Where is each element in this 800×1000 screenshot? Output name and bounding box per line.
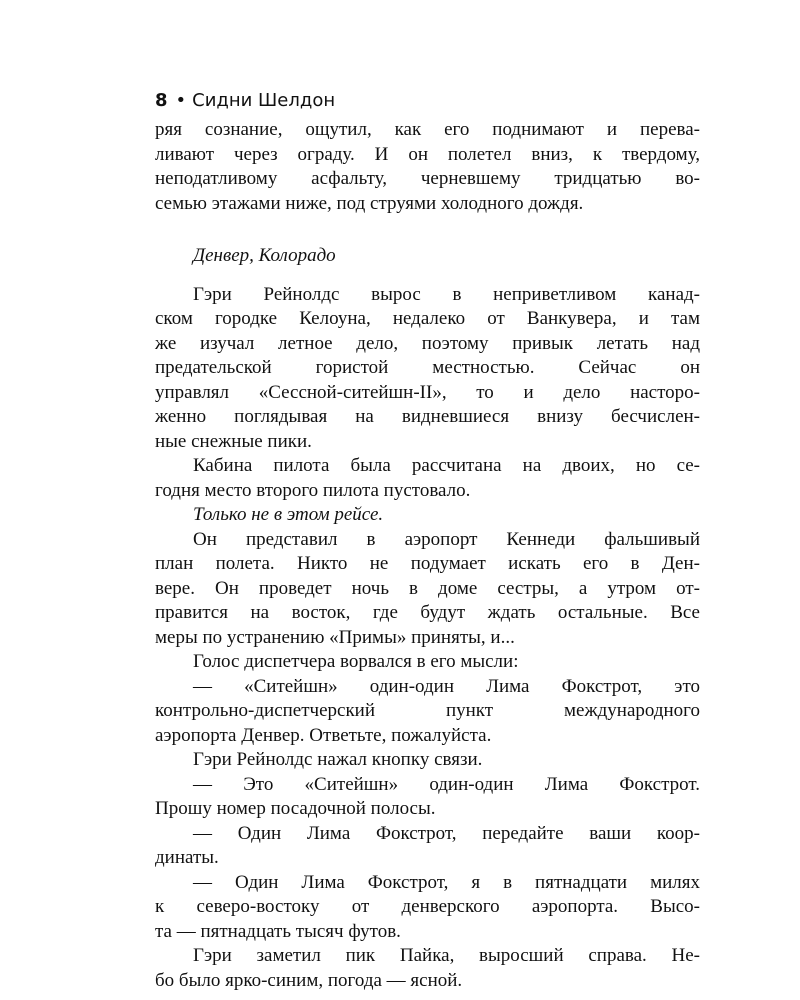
text-line: неподатливому асфальту, черневшему тридцатью во-: [155, 168, 700, 189]
text-line: семью этажами ниже, под струями холодного дождя.: [155, 192, 584, 214]
text-line: план полета. Никто не подумает искать его в Ден-: [155, 553, 700, 574]
text-line: — Это «Ситейшн» один-один Лима Фокстрот.: [193, 773, 700, 795]
bullet-separator: •: [175, 90, 187, 111]
text-line: к северо-востоку от денверского аэропорта. Высо-: [155, 896, 700, 917]
paragraph: [155, 944, 700, 993]
text-line: Гэри Рейнолдс вырос в неприветливом канад-: [193, 283, 700, 305]
text-line: контрольно-диспетчерский пункт международного: [155, 700, 700, 721]
paragraph-italic-thought: [155, 503, 700, 528]
text-line: бо было ярко-синим, погода — ясной.: [155, 969, 463, 991]
text-line: Гэри Рейнолдс нажал кнопку связи.: [193, 749, 483, 770]
text-line: — Один Лима Фокстрот, передайте ваши коор-: [193, 822, 700, 844]
text-line: ском городке Келоуна, недалеко от Ванкувера, и там: [155, 308, 700, 329]
text-line: Прошу номер посадочной полосы.: [155, 798, 436, 819]
paragraph: [155, 748, 700, 773]
paragraph-dialogue: [155, 871, 700, 945]
paragraph: [155, 528, 700, 651]
paragraph-dialogue: [155, 822, 700, 871]
text-line: Гэри заметил пик Пайка, выросший справа. Не-: [193, 945, 700, 966]
text-line: вере. Он проведет ночь в доме сестры, а утром от-: [155, 577, 700, 599]
text-line: динаты.: [155, 847, 219, 868]
text-line: Кабина пилота была рассчитана на двоих, но се-: [193, 455, 700, 476]
paragraph-dialogue: [155, 773, 700, 822]
author-name: Сидни Шелдон: [192, 90, 336, 111]
text-line: ные снежные пики.: [155, 430, 312, 452]
paragraph: [155, 454, 700, 503]
paragraph-dialogue: [155, 675, 700, 749]
text-line: та — пятнадцать тысяч футов.: [155, 920, 401, 942]
paragraph: [155, 283, 700, 455]
text-line: ряя сознание, ощутил, как его поднимают и перева-: [155, 119, 700, 140]
text-line: — «Ситейшн» один-один Лима Фокстрот, это: [193, 675, 700, 697]
dateline: Денвер, Колорадо: [193, 245, 336, 266]
text-line: управлял «Сессной-ситейшн-II», то и дело насторо-: [155, 381, 700, 403]
paragraph-continued: [155, 118, 700, 216]
text-line: — Один Лима Фокстрот, я в пятнадцати милях: [193, 871, 700, 893]
book-page: [155, 88, 700, 993]
text-line: меры по устранению «Примы» приняты, и...: [155, 626, 515, 648]
text-line: ливают через ограду. И он полетел вниз, к твердому,: [155, 143, 700, 165]
page-number: 8: [155, 90, 168, 111]
text-line: аэропорта Денвер. Ответьте, пожалуйста.: [155, 724, 492, 746]
page-text: [155, 118, 700, 993]
text-line: годня место второго пилота пустовало.: [155, 479, 471, 501]
text-line: правится на восток, где будут ждать остальные. Все: [155, 602, 700, 623]
text-line: Голос диспетчера ворвался в его мысли:: [193, 651, 519, 672]
running-head: [155, 88, 700, 114]
text-line: женно поглядывая на видневшиеся внизу бесчислен-: [155, 406, 700, 427]
text-line: Он представил в аэропорт Кеннеди фальшивый: [193, 528, 700, 550]
text-line: предательской гористой местностью. Сейчас он: [155, 357, 700, 378]
paragraph: [155, 650, 700, 675]
text-line: Только не в этом рейсе.: [193, 504, 384, 525]
text-line: же изучал летное дело, поэтому привык летать над: [155, 332, 700, 354]
